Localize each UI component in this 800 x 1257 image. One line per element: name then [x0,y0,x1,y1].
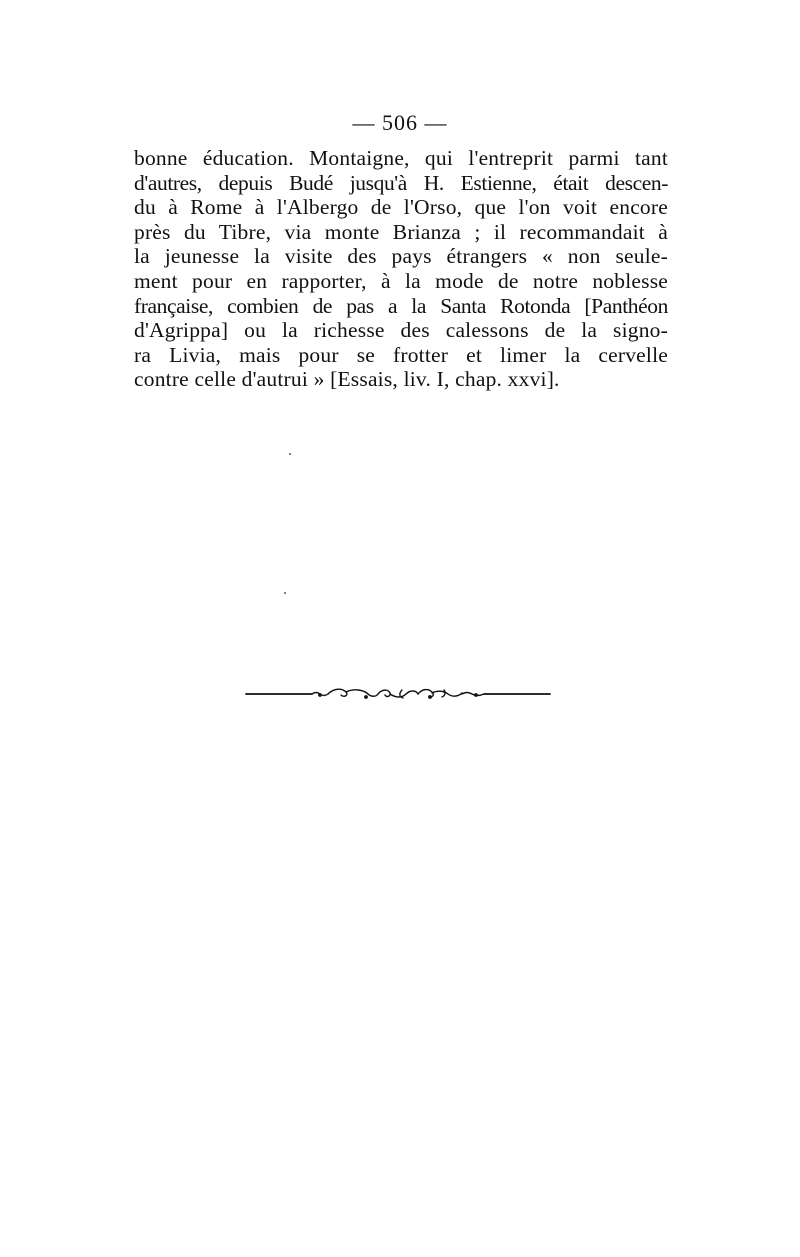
text-line: ra Livia, mais pour se frotter et limer la cervelle [134,342,668,367]
text-line: d'Agrippa] ou la richesse des calessons de la signo- [134,318,668,343]
text-line: française, combien de pas a la Santa Rotonda [Panthéon [134,293,668,318]
text-line: bonne éducation. Montaigne, qui l'entreprit parmi tant [134,146,668,170]
text-line: ment pour en rapporter, à la mode de notre noblesse [134,268,668,293]
text-line: d'autres, depuis Budé jusqu'à H. Estienne, était descen- [134,170,668,195]
body-text [134,146,668,392]
print-speck [289,453,291,455]
text-line: du à Rome à l'Albergo de l'Orso, que l'on voit encore [134,195,668,220]
text-line: près du Tibre, via monte Brianza ; il recommandait à [134,219,668,244]
print-speck [284,592,286,594]
ornamental-divider [244,682,552,706]
page-number: — 506 — [352,110,448,135]
text-line: la jeunesse la visite des pays étrangers « non seule- [134,244,668,269]
text-line: contre celle d'autrui » [Essais, liv. I, chap. xxvi]. [134,367,560,392]
